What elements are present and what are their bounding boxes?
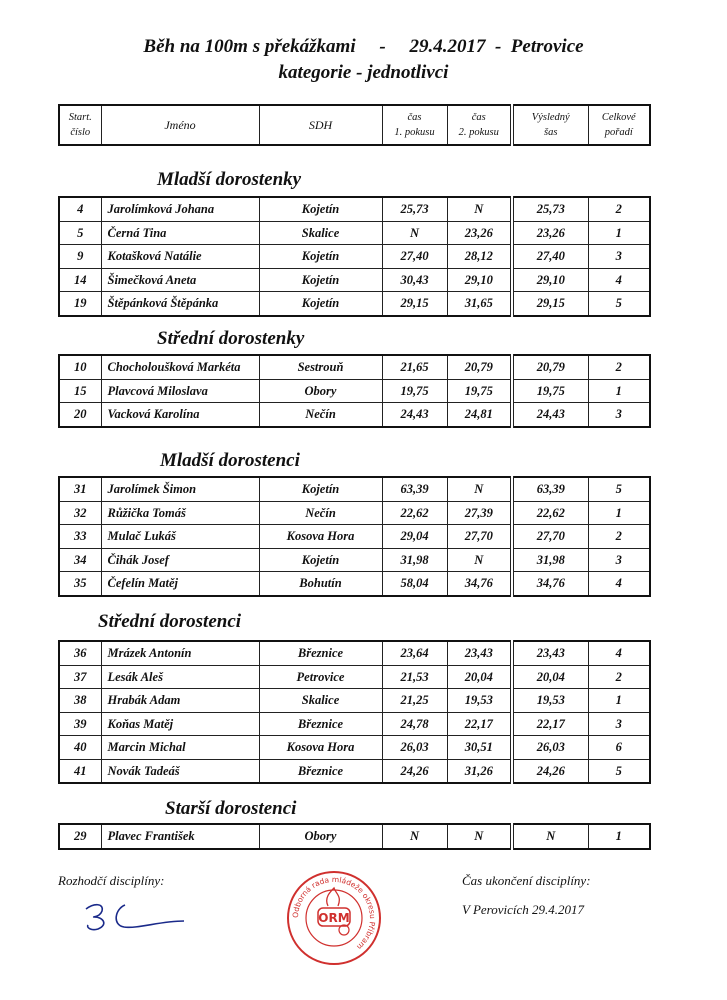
competitor-name: Vacková Karolína: [101, 403, 259, 427]
sdh-team: Kojetín: [259, 245, 382, 269]
overall-rank: 3: [588, 712, 650, 736]
competitor-name: Čefelín Matěj: [101, 572, 259, 596]
competitor-name: Chocholoušková Markéta: [101, 355, 259, 379]
sdh-team: Kojetín: [259, 477, 382, 501]
start-number: 29: [59, 824, 101, 849]
overall-rank: 5: [588, 292, 650, 316]
time-attempt-1: 25,73: [382, 197, 447, 221]
table-row: [59, 292, 650, 316]
referee-signature: [80, 895, 190, 940]
start-number: 19: [59, 292, 101, 316]
col-sdh: SDH: [259, 105, 382, 145]
table-row: [59, 641, 650, 665]
table-row: [59, 403, 650, 427]
overall-rank: 5: [588, 477, 650, 501]
start-number: 5: [59, 221, 101, 245]
svg-text:ORM: ORM: [318, 911, 350, 925]
final-time: 24,43: [512, 403, 588, 427]
time-attempt-1: 23,64: [382, 641, 447, 665]
table-row: [59, 501, 650, 525]
sdh-team: Kojetín: [259, 292, 382, 316]
results-table: [58, 354, 651, 428]
overall-rank: 1: [588, 501, 650, 525]
time-attempt-1: 63,39: [382, 477, 447, 501]
start-number: 31: [59, 477, 101, 501]
time-attempt-2: 19,53: [447, 689, 512, 713]
competitor-name: Štěpánková Štěpánka: [101, 292, 259, 316]
sdh-team: Obory: [259, 824, 382, 849]
time-attempt-2: 31,26: [447, 759, 512, 783]
title-place: Petrovice: [510, 36, 584, 57]
col-rank: Celkové pořadí: [588, 105, 650, 145]
overall-rank: 2: [588, 197, 650, 221]
competitor-name: Jarolímková Johana: [101, 197, 259, 221]
sdh-team: Kosova Hora: [259, 736, 382, 760]
start-number: 39: [59, 712, 101, 736]
time-attempt-2: 23,26: [447, 221, 512, 245]
time-attempt-1: 58,04: [382, 572, 447, 596]
competitor-name: Plavec František: [101, 824, 259, 849]
start-number: 40: [59, 736, 101, 760]
col-start-number: Start. číslo: [59, 105, 101, 145]
start-number: 32: [59, 501, 101, 525]
time-attempt-2: 23,43: [447, 641, 512, 665]
competitor-name: Kotašková Natálie: [101, 245, 259, 269]
results-table: [58, 196, 651, 317]
start-number: 14: [59, 268, 101, 292]
final-time: 26,03: [512, 736, 588, 760]
competitor-name: Černá Tina: [101, 221, 259, 245]
start-number: 37: [59, 665, 101, 689]
time-attempt-2: 31,65: [447, 292, 512, 316]
sdh-team: Obory: [259, 379, 382, 403]
time-attempt-1: 27,40: [382, 245, 447, 269]
time-attempt-2: 34,76: [447, 572, 512, 596]
final-time: 23,26: [512, 221, 588, 245]
overall-rank: 3: [588, 548, 650, 572]
overall-rank: 4: [588, 268, 650, 292]
table-row: [59, 548, 650, 572]
document-subtitle: kategorie - jednotlivci: [278, 62, 449, 83]
time-attempt-2: N: [447, 477, 512, 501]
start-number: 38: [59, 689, 101, 713]
competitor-name: Šimečková Aneta: [101, 268, 259, 292]
table-row: [59, 525, 650, 549]
time-attempt-2: 20,04: [447, 665, 512, 689]
final-time: 20,79: [512, 355, 588, 379]
final-time: 63,39: [512, 477, 588, 501]
sdh-team: Bohutín: [259, 572, 382, 596]
overall-rank: 3: [588, 245, 650, 269]
time-attempt-1: 29,15: [382, 292, 447, 316]
time-attempt-2: 24,81: [447, 403, 512, 427]
table-row: [59, 245, 650, 269]
final-time: 27,70: [512, 525, 588, 549]
final-time: 27,40: [512, 245, 588, 269]
sdh-team: Kojetín: [259, 548, 382, 572]
time-attempt-2: 28,12: [447, 245, 512, 269]
time-attempt-1: 29,04: [382, 525, 447, 549]
sdh-team: Skalice: [259, 689, 382, 713]
time-attempt-2: 27,39: [447, 501, 512, 525]
start-number: 4: [59, 197, 101, 221]
competitor-name: Mrázek Antonín: [101, 641, 259, 665]
sdh-team: Kojetín: [259, 197, 382, 221]
time-attempt-2: 29,10: [447, 268, 512, 292]
time-attempt-2: 27,70: [447, 525, 512, 549]
start-number: 36: [59, 641, 101, 665]
overall-rank: 4: [588, 641, 650, 665]
competitor-name: Hrabák Adam: [101, 689, 259, 713]
sdh-team: Březnice: [259, 759, 382, 783]
category-heading: Starší dorostenci: [165, 798, 297, 819]
competitor-name: Novák Tadeáš: [101, 759, 259, 783]
table-row: [59, 689, 650, 713]
time-attempt-2: 19,75: [447, 379, 512, 403]
end-time-label: Čas ukončení disciplíny:: [462, 873, 591, 888]
competitor-name: Lesák Aleš: [101, 665, 259, 689]
sdh-team: Petrovice: [259, 665, 382, 689]
overall-rank: 6: [588, 736, 650, 760]
category-heading: Střední dorostenky: [157, 328, 305, 349]
start-number: 10: [59, 355, 101, 379]
final-time: 19,53: [512, 689, 588, 713]
final-time: 29,15: [512, 292, 588, 316]
svg-text:Odborná rada mládeže okresu Př: Odborná rada mládeže okresu Příbram: [290, 874, 378, 952]
category-heading: Mladší dorostenky: [157, 169, 302, 190]
overall-rank: 1: [588, 221, 650, 245]
competitor-name: Plavcová Miloslava: [101, 379, 259, 403]
start-number: 9: [59, 245, 101, 269]
overall-rank: 2: [588, 665, 650, 689]
final-time: 23,43: [512, 641, 588, 665]
table-row: [59, 379, 650, 403]
competitor-name: Koňas Matěj: [101, 712, 259, 736]
overall-rank: 3: [588, 403, 650, 427]
overall-rank: 5: [588, 759, 650, 783]
table-row: [59, 759, 650, 783]
col-time-2: čas 2. pokusu: [447, 105, 512, 145]
referee-label: Rozhodčí disciplíny:: [58, 873, 165, 888]
results-table: [58, 476, 651, 597]
overall-rank: 2: [588, 525, 650, 549]
sdh-team: Březnice: [259, 712, 382, 736]
time-attempt-2: N: [447, 548, 512, 572]
competitor-name: Čihák Josef: [101, 548, 259, 572]
time-attempt-1: 24,78: [382, 712, 447, 736]
sdh-team: Skalice: [259, 221, 382, 245]
competitor-name: Mulač Lukáš: [101, 525, 259, 549]
competitor-name: Marcin Michal: [101, 736, 259, 760]
start-number: 35: [59, 572, 101, 596]
time-attempt-1: N: [382, 824, 447, 849]
final-time: 19,75: [512, 379, 588, 403]
col-name: Jméno: [101, 105, 259, 145]
category-heading: Střední dorostenci: [98, 611, 242, 632]
time-attempt-2: 30,51: [447, 736, 512, 760]
final-time: 22,62: [512, 501, 588, 525]
category-heading: Mladší dorostenci: [160, 450, 300, 471]
time-attempt-1: N: [382, 221, 447, 245]
table-row: [59, 824, 650, 849]
final-time: N: [512, 824, 588, 849]
sdh-team: Kosova Hora: [259, 525, 382, 549]
time-attempt-2: N: [447, 197, 512, 221]
results-table: [58, 823, 651, 850]
table-row: [59, 736, 650, 760]
start-number: 33: [59, 525, 101, 549]
overall-rank: 1: [588, 379, 650, 403]
time-attempt-1: 26,03: [382, 736, 447, 760]
time-attempt-1: 24,26: [382, 759, 447, 783]
sdh-team: Sestrouň: [259, 355, 382, 379]
final-time: 24,26: [512, 759, 588, 783]
time-attempt-2: N: [447, 824, 512, 849]
time-attempt-1: 24,43: [382, 403, 447, 427]
orm-stamp: [284, 868, 384, 973]
table-row: [59, 477, 650, 501]
table-row: [59, 665, 650, 689]
final-time: 20,04: [512, 665, 588, 689]
document-title: [0, 36, 727, 58]
final-time: 34,76: [512, 572, 588, 596]
title-dash-2: -: [494, 36, 502, 57]
competitor-name: Růžička Tomáš: [101, 501, 259, 525]
final-time: 31,98: [512, 548, 588, 572]
final-time: 25,73: [512, 197, 588, 221]
time-attempt-2: 22,17: [447, 712, 512, 736]
results-table: [58, 640, 651, 784]
sdh-team: Březnice: [259, 641, 382, 665]
final-time: 22,17: [512, 712, 588, 736]
overall-rank: 1: [588, 824, 650, 849]
time-attempt-1: 21,25: [382, 689, 447, 713]
final-time: 29,10: [512, 268, 588, 292]
table-row: [59, 712, 650, 736]
title-date: 29.4.2017: [409, 36, 486, 57]
place-date: V Perovicích 29.4.2017: [462, 902, 585, 917]
time-attempt-1: 31,98: [382, 548, 447, 572]
time-attempt-1: 30,43: [382, 268, 447, 292]
sdh-team: Nečín: [259, 501, 382, 525]
competitor-name: Jarolímek Šimon: [101, 477, 259, 501]
col-time-1: čas 1. pokusu: [382, 105, 447, 145]
overall-rank: 1: [588, 689, 650, 713]
time-attempt-1: 19,75: [382, 379, 447, 403]
time-attempt-1: 22,62: [382, 501, 447, 525]
sdh-team: Nečín: [259, 403, 382, 427]
table-row: [59, 572, 650, 596]
start-number: 34: [59, 548, 101, 572]
table-row: [59, 355, 650, 379]
sdh-team: Kojetín: [259, 268, 382, 292]
table-row: [59, 197, 650, 221]
overall-rank: 4: [588, 572, 650, 596]
title-event: Běh na 100m s překážkami: [143, 36, 356, 57]
time-attempt-2: 20,79: [447, 355, 512, 379]
title-dash-1: -: [379, 36, 386, 57]
time-attempt-1: 21,65: [382, 355, 447, 379]
table-row: [59, 268, 650, 292]
col-result: Výsledný šas: [512, 105, 588, 145]
start-number: 20: [59, 403, 101, 427]
overall-rank: 2: [588, 355, 650, 379]
start-number: 15: [59, 379, 101, 403]
start-number: 41: [59, 759, 101, 783]
column-header-table: [58, 104, 651, 146]
time-attempt-1: 21,53: [382, 665, 447, 689]
table-row: [59, 221, 650, 245]
